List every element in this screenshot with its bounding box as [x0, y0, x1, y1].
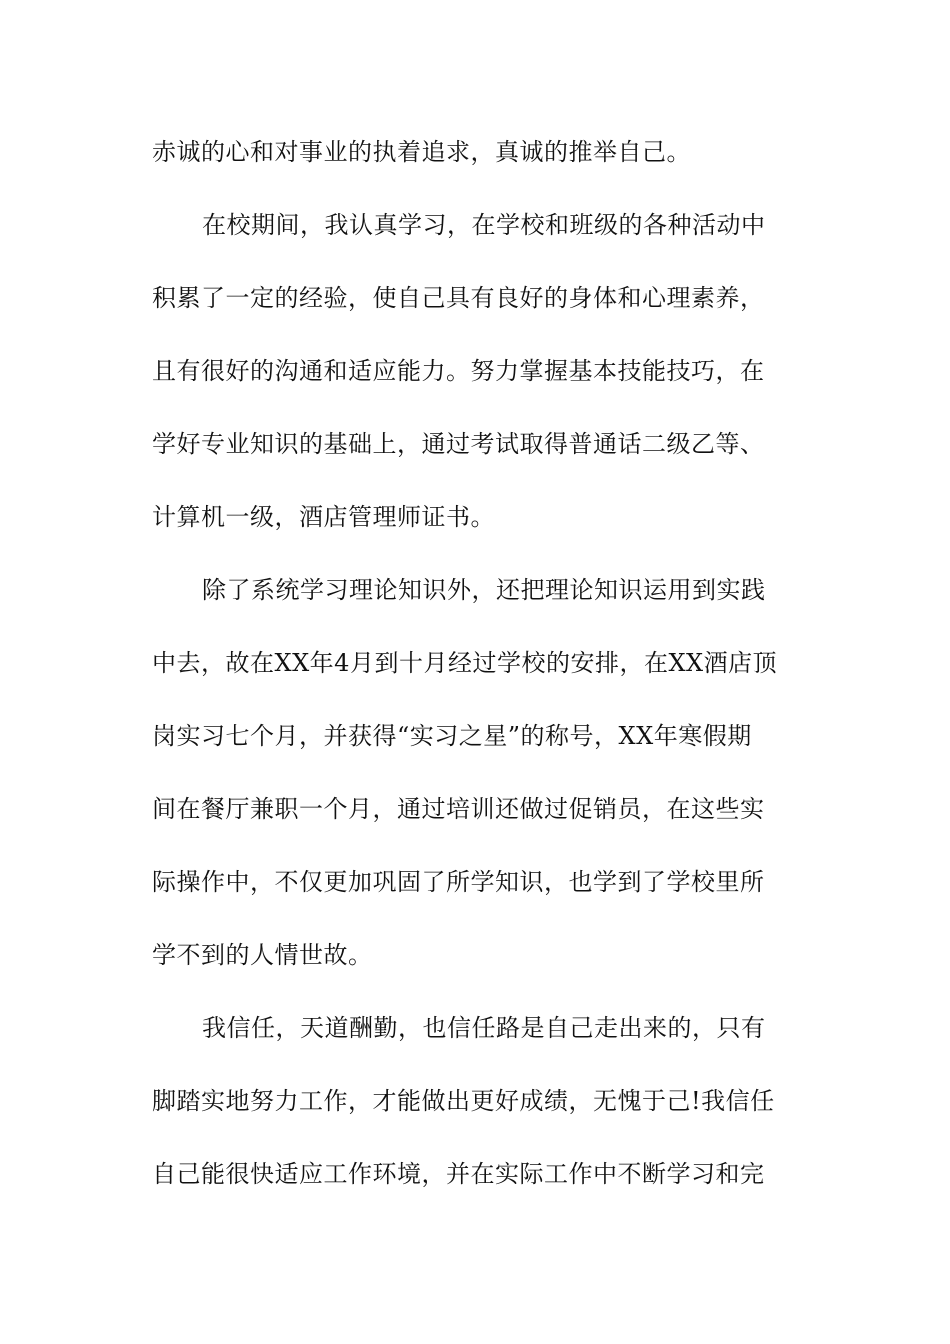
text-line: 赤诚的心和对事业的执着追求，真诚的推举自己。	[152, 138, 691, 166]
text-line: 计算机一级，酒店管理师证书。	[152, 503, 495, 531]
text-line: 脚踏实地努力工作，才能做出更好成绩，无愧于己!我信任	[152, 1087, 775, 1115]
text-line: 学好专业知识的基础上，通过考试取得普通话二级乙等、	[152, 430, 765, 458]
text-line: 积累了一定的经验，使自己具有良好的身体和心理素养，	[152, 284, 765, 312]
text-line: 际操作中，不仅更加巩固了所学知识，也学到了学校里所	[152, 868, 765, 896]
paragraph-start-line: 除了系统学习理论知识外，还把理论知识运用到实践	[202, 576, 766, 604]
text-line: 中去，故在XX年4月到十月经过学校的安排，在XX酒店顶	[152, 649, 778, 677]
text-line: 间在餐厅兼职一个月，通过培训还做过促销员，在这些实	[152, 795, 765, 823]
text-line: 学不到的人情世故。	[152, 941, 373, 969]
text-line: 自己能很快适应工作环境，并在实际工作中不断学习和完	[152, 1160, 765, 1188]
text-line: 且有很好的沟通和适应能力。努力掌握基本技能技巧，在	[152, 357, 765, 385]
text-line: 岗实习七个月，并获得“实习之星”的称号，XX年寒假期	[152, 722, 752, 750]
paragraph-start-line: 我信任，天道酬勤，也信任路是自己走出来的，只有	[202, 1014, 766, 1042]
paragraph-start-line: 在校期间，我认真学习，在学校和班级的各种活动中	[202, 211, 766, 239]
document-body	[152, 128, 812, 1223]
